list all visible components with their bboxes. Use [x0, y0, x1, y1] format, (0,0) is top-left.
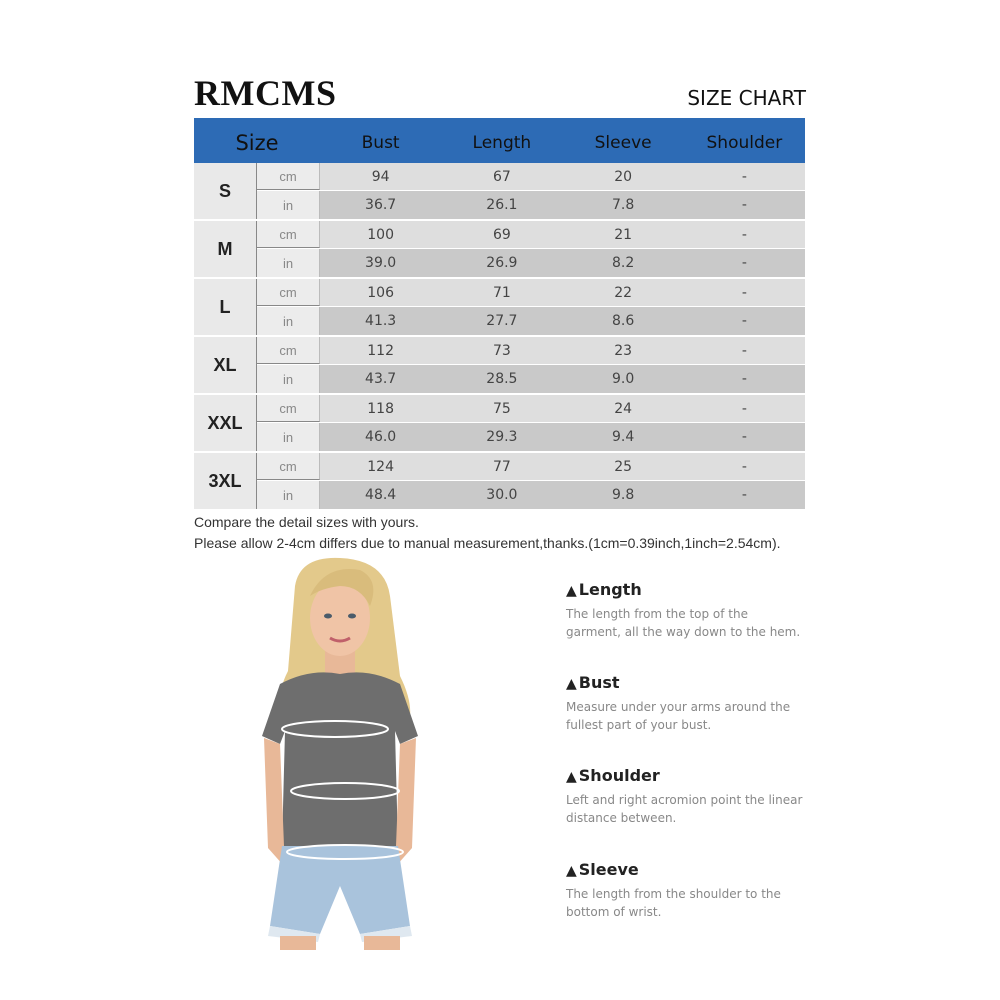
unit-label: in — [257, 307, 320, 335]
unit-label: cm — [257, 163, 320, 190]
measure-length-title — [566, 580, 826, 599]
table-row — [257, 279, 805, 307]
measure-sleeve — [566, 860, 826, 921]
header-shoulder: Shoulder — [706, 132, 783, 153]
shoulder-value: - — [741, 371, 747, 387]
header-length: Length — [472, 132, 532, 153]
triangle-icon: ▲ — [566, 863, 577, 879]
table-row — [257, 365, 805, 393]
sleeve-value: 21 — [614, 226, 633, 243]
table-row — [257, 307, 805, 335]
length-value: 67 — [492, 168, 511, 185]
sleeve-value: 7.8 — [611, 197, 635, 213]
table-row — [257, 395, 805, 423]
header-size: Size — [235, 130, 279, 155]
unit-label: in — [257, 249, 320, 277]
brand-logo: RMCMS — [194, 73, 337, 113]
bust-value: 41.3 — [365, 313, 397, 329]
shoulder-value: - — [741, 197, 747, 213]
shoulder-value: - — [741, 255, 747, 271]
sleeve-value: 9.8 — [611, 487, 635, 503]
sleeve-value: 23 — [614, 342, 633, 359]
shoulder-value: - — [741, 400, 747, 417]
size-label: XXL — [194, 395, 257, 451]
shoulder-value: - — [741, 313, 747, 329]
size-group-xl — [194, 337, 805, 395]
unit-label: cm — [257, 221, 320, 248]
header-sleeve: Sleeve — [594, 132, 652, 153]
sleeve-value: 24 — [614, 400, 633, 417]
sleeve-value: 8.6 — [611, 313, 635, 329]
size-group-3xl — [194, 453, 805, 511]
shoulder-value: - — [741, 284, 747, 301]
shoulder-value: - — [741, 168, 747, 185]
size-group-xxl — [194, 395, 805, 453]
note-allowance: Please allow 2-4cm differs due to manual measurement,thanks.(1cm=0.39inch,1inch=2.54cm). — [194, 535, 781, 551]
length-value: 26.9 — [486, 255, 518, 271]
bust-value: 94 — [371, 168, 390, 185]
table-header — [194, 118, 805, 163]
model-illustration — [240, 556, 440, 950]
measure-bust-desc: Measure under your arms around the fullest part of your bust. — [566, 700, 791, 732]
table-row — [257, 337, 805, 365]
size-group-s — [194, 163, 805, 221]
measure-bust-title — [566, 673, 826, 692]
measure-sleeve-title — [566, 860, 826, 879]
size-chart-title: SIZE CHART — [687, 86, 806, 110]
size-label: M — [194, 221, 257, 277]
shoulder-value: - — [741, 342, 747, 359]
bust-value: 46.0 — [365, 429, 397, 445]
bust-value: 36.7 — [365, 197, 397, 213]
length-value: 75 — [492, 400, 511, 417]
sleeve-value: 25 — [614, 458, 633, 475]
bust-value: 43.7 — [365, 371, 397, 387]
bust-value: 118 — [367, 400, 394, 417]
length-value: 28.5 — [486, 371, 518, 387]
length-value: 26.1 — [486, 197, 518, 213]
unit-label: cm — [257, 279, 320, 306]
length-value: 69 — [492, 226, 511, 243]
size-label: S — [194, 163, 257, 219]
bust-value: 48.4 — [365, 487, 397, 503]
unit-label: cm — [257, 337, 320, 364]
triangle-icon: ▲ — [566, 583, 577, 599]
table-row — [257, 453, 805, 481]
bust-value: 124 — [367, 458, 394, 475]
unit-label: in — [257, 191, 320, 219]
measure-length — [566, 580, 826, 641]
measure-sleeve-desc: The length from the shoulder to the bottom of wrist. — [566, 887, 781, 919]
sleeve-value: 9.0 — [611, 371, 635, 387]
measure-title-text: Length — [578, 580, 642, 599]
header-bust: Bust — [361, 132, 400, 153]
length-value: 73 — [492, 342, 511, 359]
sleeve-value: 20 — [614, 168, 633, 185]
shoulder-value: - — [741, 226, 747, 243]
table-row — [257, 481, 805, 509]
triangle-icon: ▲ — [566, 676, 577, 692]
length-value: 27.7 — [486, 313, 518, 329]
bust-value: 100 — [367, 226, 394, 243]
measure-shoulder-title — [566, 766, 826, 785]
shoulder-value: - — [741, 487, 747, 503]
size-label: XL — [194, 337, 257, 393]
measure-shoulder — [566, 766, 826, 827]
measure-shoulder-desc: Left and right acromion point the linear distance between. — [566, 793, 803, 825]
note-compare: Compare the detail sizes with yours. — [194, 514, 419, 530]
table-row — [257, 163, 805, 191]
unit-label: in — [257, 365, 320, 393]
size-label: 3XL — [194, 453, 257, 509]
unit-label: cm — [257, 395, 320, 422]
measure-length-desc: The length from the top of the garment, all the way down to the hem. — [566, 607, 801, 639]
measure-title-text: Sleeve — [578, 860, 639, 879]
table-row — [257, 249, 805, 277]
triangle-icon: ▲ — [566, 769, 577, 785]
bust-value: 39.0 — [365, 255, 397, 271]
sleeve-value: 9.4 — [611, 429, 635, 445]
table-row — [257, 191, 805, 219]
measure-title-text: Bust — [578, 673, 620, 692]
size-group-m — [194, 221, 805, 279]
unit-label: in — [257, 423, 320, 451]
measure-title-text: Shoulder — [578, 766, 660, 785]
size-table — [194, 118, 805, 511]
shoulder-value: - — [741, 429, 747, 445]
sleeve-value: 8.2 — [611, 255, 635, 271]
table-row — [257, 221, 805, 249]
bust-value: 112 — [367, 342, 394, 359]
length-value: 77 — [492, 458, 511, 475]
length-value: 29.3 — [486, 429, 518, 445]
table-row — [257, 423, 805, 451]
measure-bust — [566, 673, 826, 734]
size-group-l — [194, 279, 805, 337]
size-label: L — [194, 279, 257, 335]
bust-value: 106 — [367, 284, 394, 301]
unit-label: in — [257, 481, 320, 509]
length-value: 71 — [492, 284, 511, 301]
sleeve-value: 22 — [614, 284, 633, 301]
length-value: 30.0 — [486, 487, 518, 503]
unit-label: cm — [257, 453, 320, 480]
shoulder-value: - — [741, 458, 747, 475]
